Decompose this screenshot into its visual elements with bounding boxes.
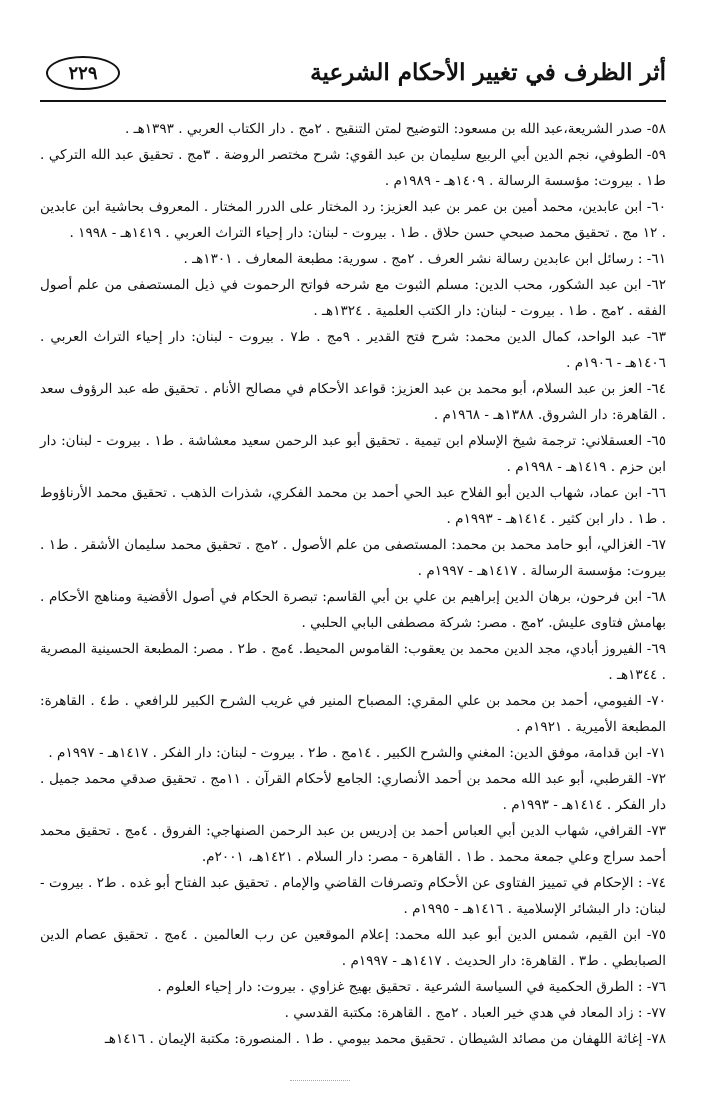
reference-entry: ٧٧- : زاد المعاد في هدي خير العباد . ٢مج . القاهرة: مكتبة القدسي . <box>284 1005 666 1021</box>
header-rule <box>40 100 666 102</box>
reference-entry: ٥٨- صدر الشريعة،عبد الله بن مسعود: التوضيح لمتن التنقيح . ٢مج . دار الكتاب العربي . ١٣٩٣هـ . <box>124 121 666 137</box>
reference-entry: ٧٤- : الإحكام في تمييز الفتاوى عن الأحكام وتصرفات القاضي والإمام . تحقيق عبد الفتاح أبو غده . ط٢ . بيروت - لبنان: دار البشائر الإسلامية . ١٤١٦هـ - ١٩٩٥م . <box>40 875 666 917</box>
reference-entry: ٦١- : رسائل ابن عابدين رسالة نشر العرف . ٢مج . سورية: مطبعة المعارف . ١٣٠١هـ . <box>183 251 666 267</box>
reference-entry: ٦٦- ابن عماد، شهاب الدين أبو الفلاح عبد الحي أحمد بن محمد الفكري، شذرات الذهب . تحقيق محمد الأرناؤوط . ط١ . دار ابن كثير . ١٤١٤هـ - ١٩٩٣م . <box>40 485 666 527</box>
reference-entry: ٦٧- الغزالي، أبو حامد محمد بن محمد: المستصفى من علم الأصول . ٢مج . تحقيق محمد سليمان الأشقر . ط١ . بيروت: مؤسسة الرسالة . ١٤١٧هـ - ١٩٩٧م . <box>40 537 666 579</box>
reference-entry: ٦٢- ابن عبد الشكور، محب الدين: مسلم الثبوت مع شرحه فواتح الرحموت في ذيل المستصفى من علم أصول الفقه . ٢مج . ط١ . بيروت - لبنان: دار الكتب العلمية . ١٣٢٤هـ . <box>40 277 666 319</box>
reference-entry: ٦٣- عبد الواحد، كمال الدين محمد: شرح فتح القدير . ٩مج . ط٧ . بيروت - لبنان: دار إحياء التراث العربي . ١٤٠٦هـ - ١٩٠٦م . <box>40 329 667 371</box>
reference-entry: ٦٠- ابن عابدين، محمد أمين بن عمر بن عبد العزيز: رد المختار على الدرر المختار . المعروف بحاشية ابن عابدين . ١٢ مج . تحقيق محمد صبحي حسن حلاق . ط١ . بيروت - لبنان: دار إحياء التراث العربي . ١٤١٩هـ - ١٩٩٨ . <box>40 199 666 241</box>
page-number: ٢٢٩ <box>46 56 120 90</box>
reference-entry: ٥٩- الطوفي، نجم الدين أبي الربيع سليمان بن عبد القوي: شرح مختصر الروضة . ٣مج . تحقيق عبد الله التركي . ط١ . بيروت: مؤسسة الرسالة . ١٤٠٩هـ - ١٩٨٩م . <box>40 147 666 189</box>
reference-entry: ٧٠- الفيومي، أحمد بن محمد بن علي المقري: المصباح المنير في غريب الشرح الكبير للرافعي . ط٤ . القاهرة: المطبعة الأميرية . ١٩٢١م . <box>40 693 666 735</box>
reference-entry: ٧٨- إغاثة اللهفان من مصائد الشيطان . تحقيق محمد بيومي . ط١ . المنصورة: مكتبة الإيمان . ١٤١٦هـ <box>104 1031 666 1047</box>
reference-entry: ٦٥- العسقلاني: ترجمة شيخ الإسلام ابن تيمية . تحقيق أبو عبد الرحمن سعيد معشاشة . ط١ . بيروت - لبنان: دار ابن حزم . ١٤١٩هـ - ١٩٩٨م . <box>40 433 666 475</box>
page-header <box>40 55 666 97</box>
reference-entry: ٦٤- العز بن عبد السلام، أبو محمد بن عبد العزيز: قواعد الأحكام في مصالح الأنام . تحقيق طه عبد الرؤوف سعد . القاهرة: دار الشروق. ١٣٨٨هـ - ١٩٦٨م . <box>40 381 666 423</box>
reference-entry: ٧١- ابن قدامة، موفق الدين: المغني والشرح الكبير . ١٤مج . ط٢ . بيروت - لبنان: دار الفكر . ١٤١٧هـ - ١٩٩٧م . <box>48 745 666 761</box>
reference-entry: ٦٨- ابن فرحون، برهان الدين إبراهيم بن علي بن أبي القاسم: تبصرة الحكام في أصول الأقضية ومناهج الأحكام . بهامش فتاوى عليش. ٢مج . مصر: شركة مصطفى البابي الحلبي . <box>40 589 666 631</box>
reference-list <box>40 116 666 1052</box>
reference-entry: ٦٩- الفيروز أبادي، مجد الدين محمد بن يعقوب: القاموس المحيط. ٤مج . ط٢ . مصر: المطبعة الحسينية المصرية . ١٣٤٤هـ . <box>40 641 666 683</box>
reference-entry: ٧٣- القرافي، شهاب الدين أبي العباس أحمد بن إدريس بن عبد الرحمن الصنهاجي: الفروق . ٤مج . تحقيق محمد أحمد سراج وعلي جمعة محمد . ط١ . القاهرة - مصر: دار السلام . ١٤٢١هـ، ٢٠٠١م. <box>40 823 667 865</box>
reference-entry: ٧٦- : الطرق الحكمية في السياسة الشرعية . تحقيق بهيج غزاوي . بيروت: دار إحياء العلوم . <box>157 979 666 995</box>
footer-mark <box>290 1080 350 1082</box>
reference-entry: ٧٢- القرطبي، أبو عبد الله محمد بن أحمد الأنصاري: الجامع لأحكام القرآن . ١١مج . تحقيق صدقي محمد جميل . دار الفكر . ١٤١٤هـ - ١٩٩٣م . <box>40 771 666 813</box>
reference-entry: ٧٥- ابن القيم، شمس الدين أبو عبد الله محمد: إعلام الموقعين عن رب العالمين . ٤مج . تحقيق عصام الدين الصبابطي . ط٣ . القاهرة: دار الحديث . ١٤١٧هـ - ١٩٩٧م . <box>40 927 666 969</box>
running-title: أثر الظرف في تغيير الأحكام الشرعية <box>310 59 666 86</box>
